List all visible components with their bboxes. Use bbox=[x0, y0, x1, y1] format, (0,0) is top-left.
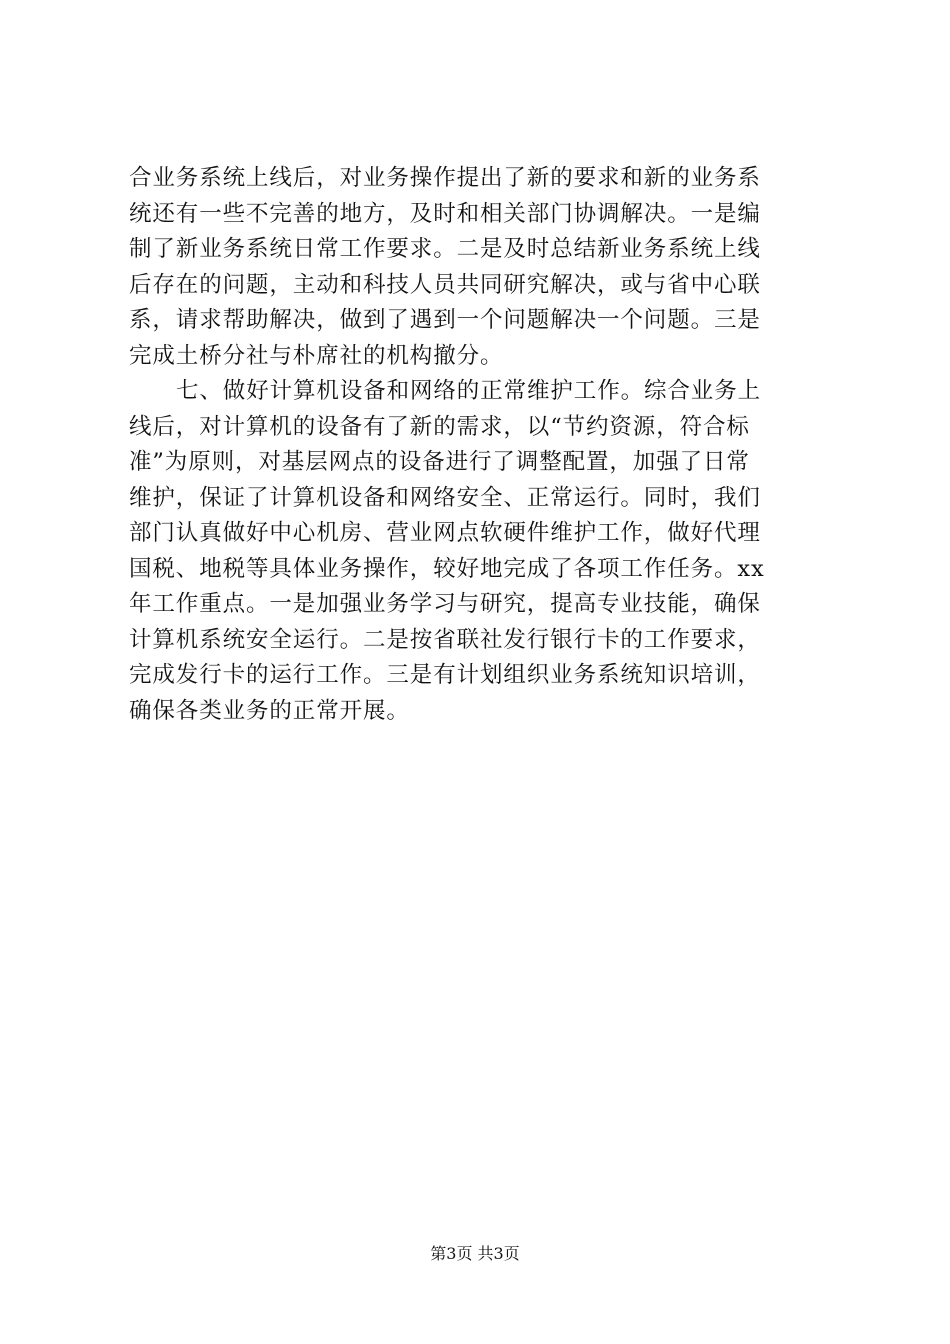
text-line: 制了新业务系统日常工作要求。二是及时总结新业务系统上线 bbox=[129, 236, 761, 262]
text-line: 系，请求帮助解决，做到了遇到一个问题解决一个问题。三是 bbox=[129, 307, 761, 333]
text-line: 准”为原则，对基层网点的设备进行了调整配置，加强了日常 bbox=[129, 449, 750, 475]
text-line: 完成发行卡的运行工作。三是有计划组织业务系统知识培训， bbox=[129, 662, 761, 688]
paragraph-start-line: 七、做好计算机设备和网络的正常维护工作。综合业务上 bbox=[176, 378, 762, 404]
text-line: 确保各类业务的正常开展。 bbox=[129, 697, 410, 724]
text-line: 合业务系统上线后，对业务操作提出了新的要求和新的业务系 bbox=[129, 165, 761, 191]
text-line: 后存在的问题，主动和科技人员共同研究解决，或与省中心联 bbox=[129, 271, 761, 298]
text-line: 国税、地税等具体业务操作，较好地完成了各项工作任务。xx bbox=[129, 555, 765, 582]
page-number-footer: 第3页 共3页 bbox=[430, 1244, 520, 1263]
text-line: 部门认真做好中心机房、营业网点软硬件维护工作，做好代理 bbox=[129, 520, 761, 546]
text-line: 计算机系统安全运行。二是按省联社发行银行卡的工作要求， bbox=[129, 626, 761, 653]
text-line: 线后，对计算机的设备有了新的需求，以“节约资源，符合标 bbox=[129, 413, 750, 440]
text-line: 统还有一些不完善的地方，及时和相关部门协调解决。一是编 bbox=[129, 200, 761, 227]
text-line: 年工作重点。一是加强业务学习与研究，提高专业技能，确保 bbox=[129, 591, 761, 617]
body-text bbox=[129, 161, 834, 729]
text-line: 完成土桥分社与朴席社的机构撤分。 bbox=[129, 342, 504, 369]
text-line: 维护，保证了计算机设备和网络安全、正常运行。同时，我们 bbox=[129, 484, 761, 511]
